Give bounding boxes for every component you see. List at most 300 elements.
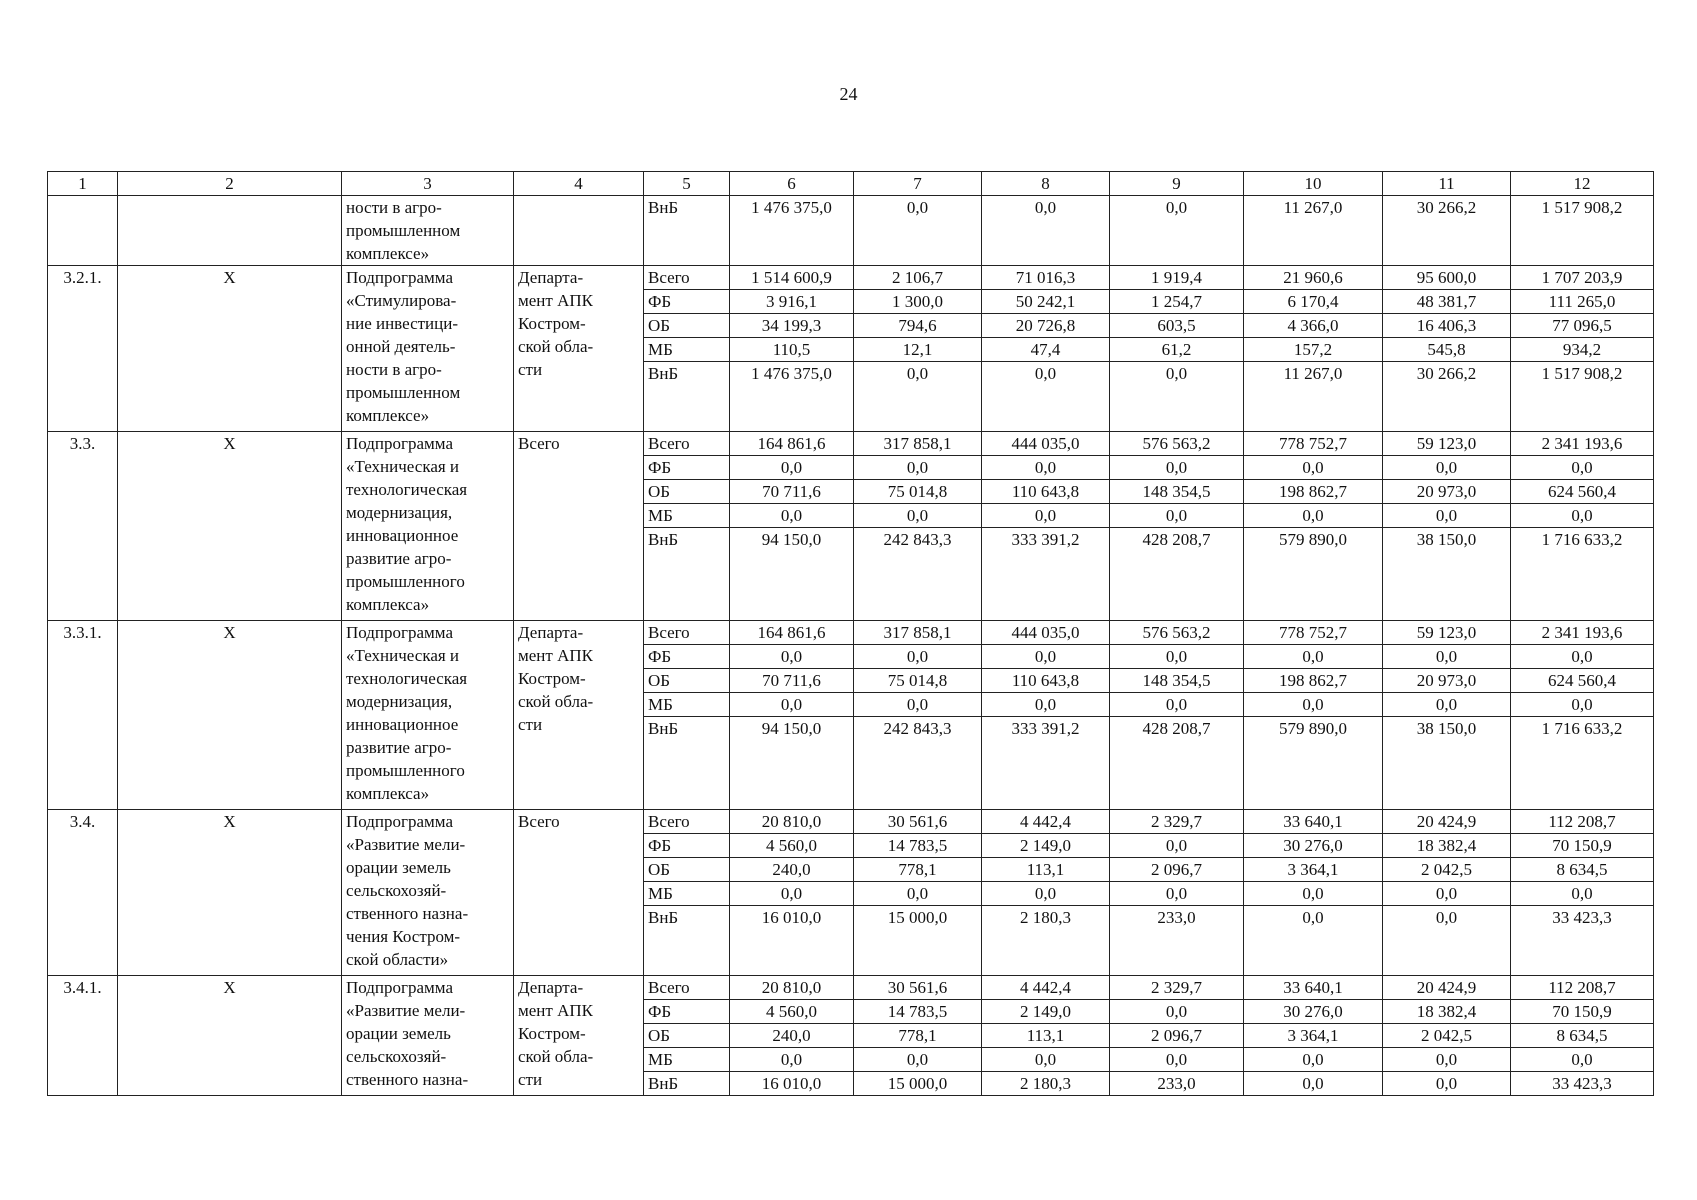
value-cell: 2 096,7: [1110, 858, 1244, 882]
funding-source: ВнБ: [644, 528, 730, 621]
value-cell: 0,0: [854, 196, 982, 266]
value-cell: 0,0: [854, 504, 982, 528]
value-cell: 20 424,9: [1383, 976, 1511, 1000]
value-cell: 50 242,1: [982, 290, 1110, 314]
cell-text-line: Подпрограмма: [346, 623, 453, 642]
row-code: 3.2.1.: [48, 266, 118, 432]
cell-text-line: «Стимулирова-: [346, 291, 457, 310]
value-cell: 428 208,7: [1110, 528, 1244, 621]
cell-text-line: Всего: [518, 434, 560, 453]
value-cell: 94 150,0: [730, 528, 854, 621]
value-cell: 0,0: [730, 1048, 854, 1072]
value-cell: 0,0: [1110, 882, 1244, 906]
value-cell: 1 300,0: [854, 290, 982, 314]
cell-text-line: технологическая: [346, 669, 468, 688]
funding-source: МБ: [644, 693, 730, 717]
value-cell: 164 861,6: [730, 432, 854, 456]
funding-source: ОБ: [644, 480, 730, 504]
value-cell: 4 442,4: [982, 976, 1110, 1000]
cell-text-line: Костром-: [518, 314, 586, 333]
header-cell: 3: [342, 172, 514, 196]
cell-text-line: Подпрограмма: [346, 268, 453, 287]
value-cell: 444 035,0: [982, 432, 1110, 456]
value-cell: 240,0: [730, 858, 854, 882]
value-cell: 110,5: [730, 338, 854, 362]
cell-text-line: орации земель: [346, 858, 451, 877]
table-row: [48, 976, 1654, 1000]
row-mark: Х: [118, 976, 342, 1096]
value-cell: 18 382,4: [1383, 1000, 1511, 1024]
value-cell: 624 560,4: [1511, 669, 1654, 693]
value-cell: 0,0: [982, 693, 1110, 717]
value-cell: 0,0: [1110, 504, 1244, 528]
value-cell: 20 810,0: [730, 810, 854, 834]
cell-text-line: Департа-: [518, 268, 584, 287]
value-cell: 8 634,5: [1511, 1024, 1654, 1048]
value-cell: 2 042,5: [1383, 1024, 1511, 1048]
value-cell: 30 266,2: [1383, 362, 1511, 432]
executor: [514, 621, 644, 810]
row-code: 3.4.1.: [48, 976, 118, 1096]
cell-text-line: Подпрограмма: [346, 978, 453, 997]
value-cell: 778,1: [854, 858, 982, 882]
cell-text-line: ние инвестици-: [346, 314, 459, 333]
value-cell: 95 600,0: [1383, 266, 1511, 290]
value-cell: 4 442,4: [982, 810, 1110, 834]
cell-text-line: Департа-: [518, 623, 584, 642]
value-cell: 242 843,3: [854, 717, 982, 810]
table-row: [48, 196, 1654, 266]
value-cell: 59 123,0: [1383, 432, 1511, 456]
value-cell: 113,1: [982, 1024, 1110, 1048]
table-row: [48, 432, 1654, 456]
value-cell: 0,0: [1383, 456, 1511, 480]
cell-text-line: развитие агро-: [346, 738, 452, 757]
row-mark: Х: [118, 432, 342, 621]
cell-text-line: сельскохозяй-: [346, 1047, 447, 1066]
value-cell: 778 752,7: [1244, 621, 1383, 645]
value-cell: 75 014,8: [854, 480, 982, 504]
value-cell: 38 150,0: [1383, 717, 1511, 810]
row-code: [48, 196, 118, 266]
value-cell: 0,0: [1511, 693, 1654, 717]
row-code: 3.4.: [48, 810, 118, 976]
value-cell: 0,0: [1511, 1048, 1654, 1072]
value-cell: 0,0: [1110, 456, 1244, 480]
value-cell: 0,0: [1383, 504, 1511, 528]
value-cell: 0,0: [854, 882, 982, 906]
value-cell: 0,0: [1110, 362, 1244, 432]
value-cell: 33 423,3: [1511, 1072, 1654, 1096]
value-cell: 233,0: [1110, 906, 1244, 976]
value-cell: 14 783,5: [854, 834, 982, 858]
value-cell: 233,0: [1110, 1072, 1244, 1096]
value-cell: 0,0: [1110, 1000, 1244, 1024]
value-cell: 0,0: [854, 645, 982, 669]
funding-source: ОБ: [644, 314, 730, 338]
value-cell: 20 810,0: [730, 976, 854, 1000]
value-cell: 30 561,6: [854, 810, 982, 834]
header-cell: 11: [1383, 172, 1511, 196]
value-cell: 0,0: [854, 456, 982, 480]
value-cell: 21 960,6: [1244, 266, 1383, 290]
value-cell: 34 199,3: [730, 314, 854, 338]
value-cell: 33 640,1: [1244, 810, 1383, 834]
value-cell: 33 423,3: [1511, 906, 1654, 976]
funding-source: ФБ: [644, 645, 730, 669]
funding-source: ВнБ: [644, 196, 730, 266]
value-cell: 0,0: [1383, 1048, 1511, 1072]
table-row: [48, 266, 1654, 290]
value-cell: 2 106,7: [854, 266, 982, 290]
value-cell: 11 267,0: [1244, 362, 1383, 432]
value-cell: 0,0: [982, 882, 1110, 906]
value-cell: 94 150,0: [730, 717, 854, 810]
value-cell: 12,1: [854, 338, 982, 362]
funding-source: МБ: [644, 504, 730, 528]
value-cell: 0,0: [982, 1048, 1110, 1072]
cell-text-line: чения Костром-: [346, 927, 461, 946]
table-row: [48, 621, 1654, 645]
executor: [514, 810, 644, 976]
cell-text-line: комплексе»: [346, 244, 430, 263]
value-cell: 1 716 633,2: [1511, 717, 1654, 810]
header-cell: 4: [514, 172, 644, 196]
value-cell: 70 711,6: [730, 480, 854, 504]
value-cell: 30 266,2: [1383, 196, 1511, 266]
value-cell: 0,0: [854, 693, 982, 717]
cell-text-line: ности в агро-: [346, 360, 442, 379]
value-cell: 0,0: [982, 196, 1110, 266]
value-cell: 0,0: [730, 645, 854, 669]
row-code: 3.3.1.: [48, 621, 118, 810]
value-cell: 113,1: [982, 858, 1110, 882]
value-cell: 198 862,7: [1244, 480, 1383, 504]
value-cell: 112 208,7: [1511, 810, 1654, 834]
cell-text-line: ственного назна-: [346, 904, 469, 923]
value-cell: 2 329,7: [1110, 810, 1244, 834]
value-cell: 20 726,8: [982, 314, 1110, 338]
value-cell: 2 341 193,6: [1511, 621, 1654, 645]
executor: [514, 976, 644, 1096]
cell-text-line: Костром-: [518, 669, 586, 688]
cell-text-line: комплексе»: [346, 406, 430, 425]
executor: [514, 432, 644, 621]
funding-source: ВнБ: [644, 1072, 730, 1096]
value-cell: 0,0: [1244, 882, 1383, 906]
value-cell: 0,0: [1383, 645, 1511, 669]
cell-text-line: сельскохозяй-: [346, 881, 447, 900]
funding-source: ВнБ: [644, 362, 730, 432]
funding-source: ФБ: [644, 1000, 730, 1024]
program-name: [342, 621, 514, 810]
cell-text-line: сти: [518, 1070, 543, 1089]
funding-source: ОБ: [644, 669, 730, 693]
value-cell: 0,0: [982, 362, 1110, 432]
value-cell: 1 919,4: [1110, 266, 1244, 290]
value-cell: 111 265,0: [1511, 290, 1654, 314]
cell-text-line: «Техническая и: [346, 646, 460, 665]
value-cell: 0,0: [1244, 645, 1383, 669]
program-name: [342, 976, 514, 1096]
value-cell: 1 517 908,2: [1511, 362, 1654, 432]
cell-text-line: «Техническая и: [346, 457, 460, 476]
cell-text-line: орации земель: [346, 1024, 451, 1043]
value-cell: 1 707 203,9: [1511, 266, 1654, 290]
value-cell: 16 406,3: [1383, 314, 1511, 338]
funding-source: ОБ: [644, 1024, 730, 1048]
cell-text-line: промышленного: [346, 572, 465, 591]
value-cell: 47,4: [982, 338, 1110, 362]
value-cell: 2 180,3: [982, 1072, 1110, 1096]
table-header-row: [48, 172, 1654, 196]
value-cell: 0,0: [1511, 645, 1654, 669]
funding-source: Всего: [644, 432, 730, 456]
value-cell: 8 634,5: [1511, 858, 1654, 882]
value-cell: 0,0: [1244, 456, 1383, 480]
value-cell: 0,0: [1244, 504, 1383, 528]
cell-text-line: технологическая: [346, 480, 468, 499]
header-cell: 9: [1110, 172, 1244, 196]
value-cell: 0,0: [730, 504, 854, 528]
executor: [514, 196, 644, 266]
value-cell: 1 476 375,0: [730, 362, 854, 432]
value-cell: 16 010,0: [730, 1072, 854, 1096]
value-cell: 242 843,3: [854, 528, 982, 621]
header-cell: 5: [644, 172, 730, 196]
value-cell: 2 149,0: [982, 1000, 1110, 1024]
value-cell: 576 563,2: [1110, 432, 1244, 456]
value-cell: 0,0: [1511, 504, 1654, 528]
program-name: [342, 266, 514, 432]
cell-text-line: комплекса»: [346, 784, 430, 803]
funding-source: МБ: [644, 1048, 730, 1072]
value-cell: 16 010,0: [730, 906, 854, 976]
header-cell: 10: [1244, 172, 1383, 196]
value-cell: 0,0: [854, 1048, 982, 1072]
value-cell: 0,0: [1383, 1072, 1511, 1096]
value-cell: 18 382,4: [1383, 834, 1511, 858]
funding-source: ВнБ: [644, 717, 730, 810]
value-cell: 148 354,5: [1110, 669, 1244, 693]
value-cell: 14 783,5: [854, 1000, 982, 1024]
value-cell: 70 150,9: [1511, 834, 1654, 858]
value-cell: 61,2: [1110, 338, 1244, 362]
value-cell: 48 381,7: [1383, 290, 1511, 314]
cell-text-line: «Развитие мели-: [346, 835, 466, 854]
budget-table: [47, 171, 1654, 1096]
funding-source: МБ: [644, 882, 730, 906]
funding-source: Всего: [644, 621, 730, 645]
value-cell: 148 354,5: [1110, 480, 1244, 504]
value-cell: 20 973,0: [1383, 480, 1511, 504]
value-cell: 333 391,2: [982, 528, 1110, 621]
cell-text-line: мент АПК: [518, 291, 593, 310]
value-cell: 0,0: [1383, 906, 1511, 976]
value-cell: 0,0: [1110, 834, 1244, 858]
value-cell: 4 560,0: [730, 834, 854, 858]
value-cell: 2 341 193,6: [1511, 432, 1654, 456]
cell-text-line: сти: [518, 360, 543, 379]
cell-text-line: Всего: [518, 812, 560, 831]
cell-text-line: онной деятель-: [346, 337, 456, 356]
cell-text-line: ственного назна-: [346, 1070, 469, 1089]
value-cell: 624 560,4: [1511, 480, 1654, 504]
value-cell: 198 862,7: [1244, 669, 1383, 693]
cell-text-line: комплекса»: [346, 595, 430, 614]
value-cell: 545,8: [1383, 338, 1511, 362]
cell-text-line: промышленного: [346, 761, 465, 780]
value-cell: 20 973,0: [1383, 669, 1511, 693]
funding-source: ВнБ: [644, 906, 730, 976]
funding-source: ФБ: [644, 834, 730, 858]
value-cell: 59 123,0: [1383, 621, 1511, 645]
value-cell: 33 640,1: [1244, 976, 1383, 1000]
page-number: 24: [839, 84, 858, 104]
cell-text-line: «Развитие мели-: [346, 1001, 466, 1020]
value-cell: 603,5: [1110, 314, 1244, 338]
value-cell: 333 391,2: [982, 717, 1110, 810]
value-cell: 1 476 375,0: [730, 196, 854, 266]
cell-text-line: развитие агро-: [346, 549, 452, 568]
value-cell: 2 149,0: [982, 834, 1110, 858]
header-cell: 7: [854, 172, 982, 196]
funding-source: ОБ: [644, 858, 730, 882]
program-name: [342, 196, 514, 266]
row-mark: Х: [118, 810, 342, 976]
row-mark: Х: [118, 266, 342, 432]
value-cell: 30 561,6: [854, 976, 982, 1000]
value-cell: 157,2: [1244, 338, 1383, 362]
value-cell: 3 916,1: [730, 290, 854, 314]
value-cell: 15 000,0: [854, 1072, 982, 1096]
value-cell: 0,0: [1244, 1072, 1383, 1096]
value-cell: 70 711,6: [730, 669, 854, 693]
funding-source: Всего: [644, 976, 730, 1000]
value-cell: 0,0: [730, 456, 854, 480]
value-cell: 0,0: [1244, 693, 1383, 717]
value-cell: 1 514 600,9: [730, 266, 854, 290]
value-cell: 112 208,7: [1511, 976, 1654, 1000]
value-cell: 3 364,1: [1244, 1024, 1383, 1048]
cell-text-line: Подпрограмма: [346, 434, 453, 453]
value-cell: 0,0: [1110, 1048, 1244, 1072]
value-cell: 778 752,7: [1244, 432, 1383, 456]
value-cell: 4 366,0: [1244, 314, 1383, 338]
value-cell: 0,0: [1511, 882, 1654, 906]
value-cell: 0,0: [1511, 456, 1654, 480]
value-cell: 934,2: [1511, 338, 1654, 362]
value-cell: 0,0: [1383, 693, 1511, 717]
value-cell: 3 364,1: [1244, 858, 1383, 882]
cell-text-line: инновационное: [346, 526, 459, 545]
value-cell: 6 170,4: [1244, 290, 1383, 314]
value-cell: 0,0: [1110, 693, 1244, 717]
cell-text-line: мент АПК: [518, 646, 593, 665]
value-cell: 2 180,3: [982, 906, 1110, 976]
funding-source: МБ: [644, 338, 730, 362]
value-cell: 75 014,8: [854, 669, 982, 693]
value-cell: 2 329,7: [1110, 976, 1244, 1000]
value-cell: 1 716 633,2: [1511, 528, 1654, 621]
value-cell: 0,0: [982, 456, 1110, 480]
cell-text-line: Подпрограмма: [346, 812, 453, 831]
cell-text-line: ности в агро-: [346, 198, 442, 217]
header-cell: 6: [730, 172, 854, 196]
funding-source: Всего: [644, 266, 730, 290]
program-name: [342, 810, 514, 976]
cell-text-line: мент АПК: [518, 1001, 593, 1020]
value-cell: 0,0: [730, 882, 854, 906]
row-mark: [118, 196, 342, 266]
value-cell: 0,0: [1244, 1048, 1383, 1072]
header-cell: 8: [982, 172, 1110, 196]
value-cell: 4 560,0: [730, 1000, 854, 1024]
value-cell: 317 858,1: [854, 621, 982, 645]
value-cell: 1 254,7: [1110, 290, 1244, 314]
value-cell: 30 276,0: [1244, 1000, 1383, 1024]
value-cell: 38 150,0: [1383, 528, 1511, 621]
cell-text-line: сти: [518, 715, 543, 734]
value-cell: 0,0: [854, 362, 982, 432]
cell-text-line: модернизация,: [346, 503, 453, 522]
program-name: [342, 432, 514, 621]
value-cell: 579 890,0: [1244, 528, 1383, 621]
value-cell: 2 096,7: [1110, 1024, 1244, 1048]
value-cell: 30 276,0: [1244, 834, 1383, 858]
value-cell: 70 150,9: [1511, 1000, 1654, 1024]
value-cell: 317 858,1: [854, 432, 982, 456]
value-cell: 444 035,0: [982, 621, 1110, 645]
cell-text-line: инновационное: [346, 715, 459, 734]
value-cell: 2 042,5: [1383, 858, 1511, 882]
value-cell: 164 861,6: [730, 621, 854, 645]
value-cell: 778,1: [854, 1024, 982, 1048]
cell-text-line: промышленном: [346, 221, 461, 240]
value-cell: 576 563,2: [1110, 621, 1244, 645]
header-cell: 2: [118, 172, 342, 196]
value-cell: 240,0: [730, 1024, 854, 1048]
header-cell: 12: [1511, 172, 1654, 196]
value-cell: 0,0: [1110, 196, 1244, 266]
value-cell: 77 096,5: [1511, 314, 1654, 338]
cell-text-line: Департа-: [518, 978, 584, 997]
cell-text-line: ской обла-: [518, 337, 594, 356]
value-cell: 15 000,0: [854, 906, 982, 976]
cell-text-line: промышленном: [346, 383, 461, 402]
value-cell: 11 267,0: [1244, 196, 1383, 266]
value-cell: 110 643,8: [982, 669, 1110, 693]
value-cell: 0,0: [982, 504, 1110, 528]
value-cell: 428 208,7: [1110, 717, 1244, 810]
value-cell: 0,0: [1244, 906, 1383, 976]
value-cell: 0,0: [1383, 882, 1511, 906]
header-cell: 1: [48, 172, 118, 196]
value-cell: 110 643,8: [982, 480, 1110, 504]
row-mark: Х: [118, 621, 342, 810]
cell-text-line: модернизация,: [346, 692, 453, 711]
value-cell: 0,0: [1110, 645, 1244, 669]
funding-source: ФБ: [644, 456, 730, 480]
value-cell: 0,0: [730, 693, 854, 717]
value-cell: 579 890,0: [1244, 717, 1383, 810]
cell-text-line: ской области»: [346, 950, 449, 969]
value-cell: 1 517 908,2: [1511, 196, 1654, 266]
cell-text-line: ской обла-: [518, 692, 594, 711]
cell-text-line: ской обла-: [518, 1047, 594, 1066]
value-cell: 794,6: [854, 314, 982, 338]
funding-source: Всего: [644, 810, 730, 834]
